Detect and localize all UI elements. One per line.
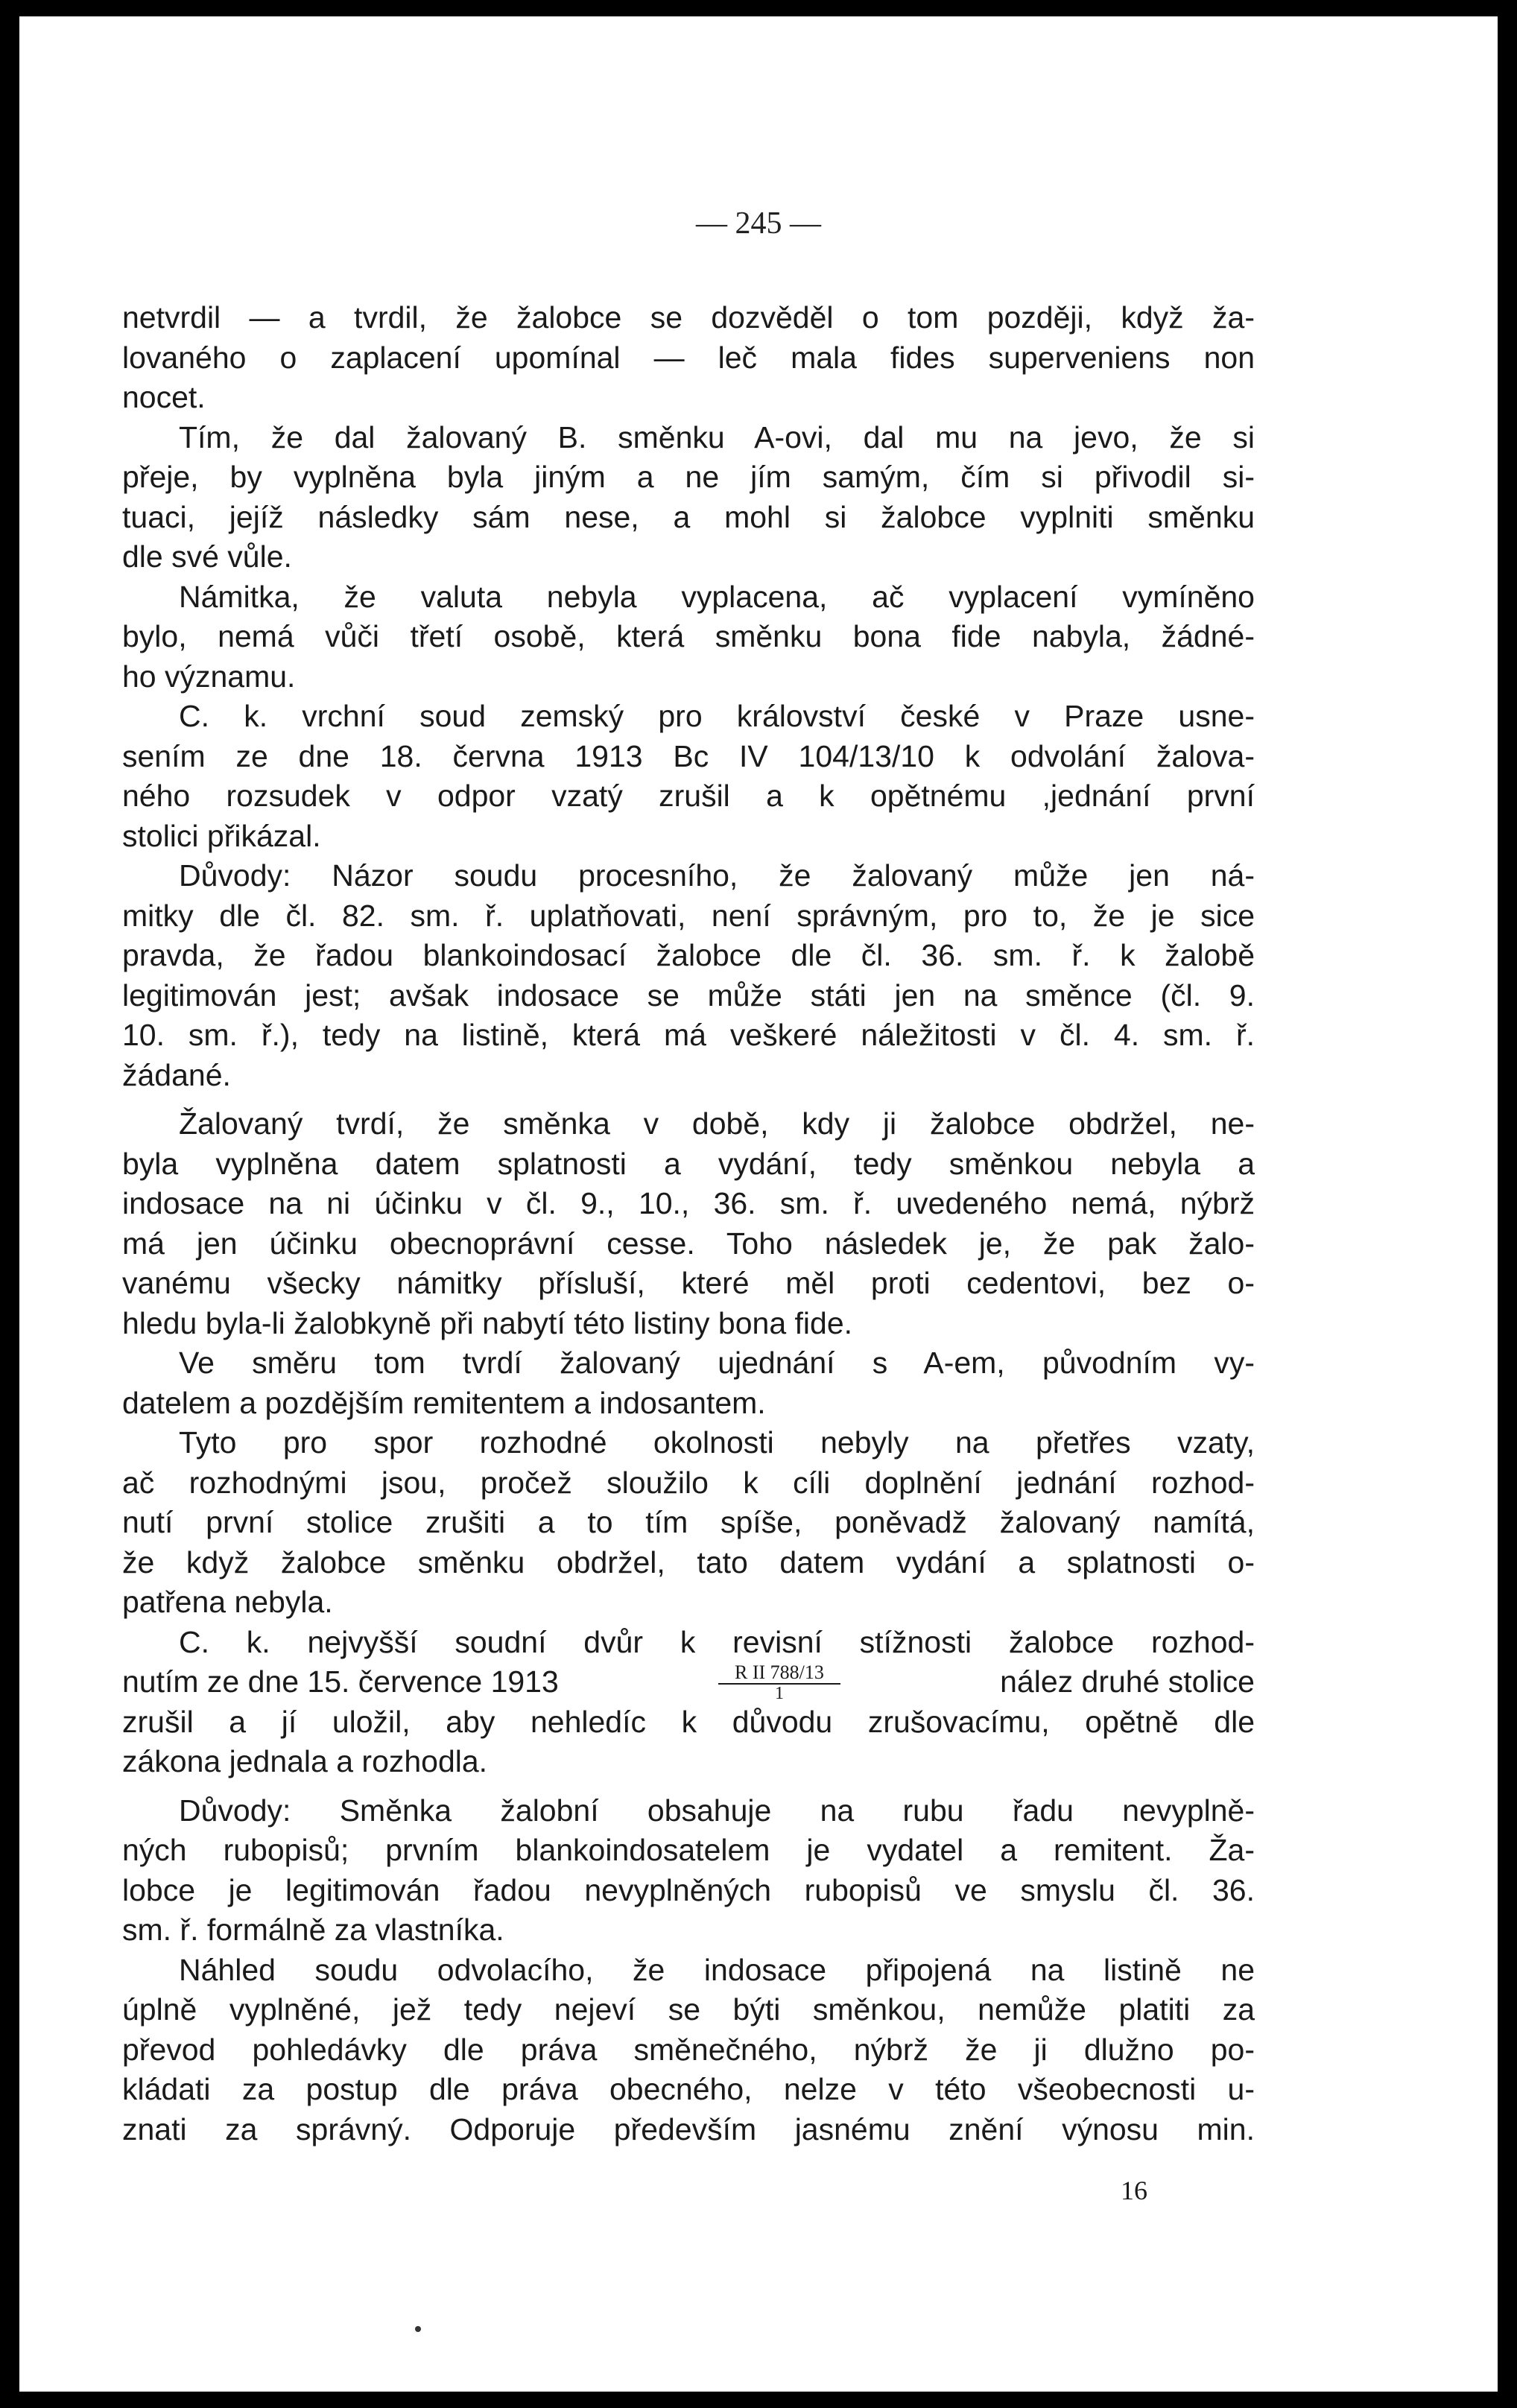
page-number: — 245 — <box>696 206 821 241</box>
text-line: datelem a pozdějším remitentem a indosantem. <box>122 1385 766 1420</box>
fraction-numerator: R II 788/13 <box>718 1662 840 1685</box>
text-line: úplně vyplněné, jež tedy nejeví se býti směnkou, nemůže platiti za <box>122 1992 1255 2027</box>
text-line: mitky dle čl. 82. sm. ř. uplatňovati, není správným, pro to, že je sice <box>122 898 1255 933</box>
text-line: legitimován jest; avšak indosace se může státi jen na směnce (čl. 9. <box>122 978 1255 1013</box>
text-line: byla vyplněna datem splatnosti a vydání, tedy směnkou nebyla a <box>122 1146 1255 1181</box>
text-line: nutí první stolice zrušiti a to tím spíše, poněvadž žalovaný namítá, <box>122 1505 1255 1539</box>
text-line: ho významu. <box>122 659 296 694</box>
text-line: kládati za postup dle práva obecného, nelze v této všeobecnosti u- <box>122 2072 1255 2106</box>
text-line: hledu byla-li žalobkyně při nabytí této listiny bona fide. <box>122 1305 853 1340</box>
text-line: lovaného o zaplacení upomínal — leč mala fides superveniens non <box>122 340 1255 375</box>
text-line: Tím, že dal žalovaný B. směnku A-ovi, dal mu na jevo, že si <box>179 419 1255 454</box>
text-segment: nález druhé stolice <box>1000 1664 1255 1699</box>
text-line: patřena nebyla. <box>122 1585 333 1619</box>
text-line: Důvody: Názor soudu procesního, že žalovaný může jen ná- <box>179 858 1255 893</box>
text-line: nocet. <box>122 380 206 414</box>
text-line: 10. sm. ř.), tedy na listině, která má veškeré náležitosti v čl. 4. sm. ř. <box>122 1018 1255 1052</box>
text-line: sením ze dne 18. června 1913 Bc IV 104/13/10 k odvolání žalova- <box>122 738 1255 773</box>
text-line: C. k. vrchní soud zemský pro království české v Praze usne- <box>179 699 1255 733</box>
text-line: vanému všecky námitky přísluší, které měl proti cedentovi, bez o- <box>122 1266 1255 1300</box>
text-line: má jen účinku obecnoprávní cesse. Toho následek je, že pak žalo- <box>122 1226 1255 1261</box>
text-line: ných rubopisů; prvním blankoindosatelem je vydatel a remitent. Ža- <box>122 1833 1255 1867</box>
text-line: sm. ř. formálně za vlastníka. <box>122 1913 504 1947</box>
text-line: indosace na ni účinku v čl. 9., 10., 36. sm. ř. uvedeného nemá, nýbrž <box>122 1186 1255 1220</box>
fraction-denominator: 1 <box>774 1683 784 1703</box>
text-line: C. k. nejvyšší soudní dvůr k revisní stížnosti žalobce rozhod- <box>179 1624 1255 1659</box>
text-line: převod pohledávky dle práva směnečného, nýbrž že ji dlužno po- <box>122 2032 1255 2067</box>
document-page <box>19 16 1498 2392</box>
text-line-with-fraction <box>122 1662 1255 1702</box>
case-number-fraction <box>718 1662 840 1702</box>
text-line: žádané. <box>122 1057 231 1092</box>
text-segment: nutím ze dne 15. července 1913 <box>122 1664 559 1699</box>
text-line: ného rozsudek v odpor vzatý zrušil a k opětnému ,jednání první <box>122 779 1255 813</box>
text-line: lobce je legitimován řadou nevyplněných rubopisů ve smyslu čl. 36. <box>122 1872 1255 1907</box>
text-line: Žalovaný tvrdí, že směnka v době, kdy ji žalobce obdržel, ne- <box>179 1106 1255 1141</box>
speck-mark <box>415 2326 421 2332</box>
body-text <box>122 298 1255 2149</box>
text-line: Tyto pro spor rozhodné okolnosti nebyly na přetřes vzaty, <box>179 1425 1255 1460</box>
text-line: dle své vůle. <box>122 539 292 574</box>
text-line: přeje, by vyplněna byla jiným a ne jím samým, čím si přivodil si- <box>122 460 1255 494</box>
text-line: zákona jednala a rozhodla. <box>122 1744 488 1778</box>
printer-signature: 16 <box>1121 2176 1147 2205</box>
text-line: Důvody: Směnka žalobní obsahuje na rubu řadu nevyplně- <box>179 1793 1255 1828</box>
text-line: stolici přikázal. <box>122 818 321 853</box>
text-line: znati za správný. Odporuje především jasnému znění výnosu min. <box>122 2111 1255 2146</box>
text-line: pravda, že řadou blankoindosací žalobce dle čl. 36. sm. ř. k žalobě <box>122 938 1255 972</box>
text-line: Náhled soudu odvolacího, že indosace připojená na listině ne <box>179 1952 1255 1987</box>
text-line: tuaci, jejíž následky sám nese, a mohl si žalobce vyplniti směnku <box>122 499 1255 534</box>
text-line: že když žalobce směnku obdržel, tato datem vydání a splatnosti o- <box>122 1544 1255 1580</box>
text-line: netvrdil — a tvrdil, že žalobce se dozvěděl o tom později, když ža- <box>122 300 1255 335</box>
text-line: zrušil a jí uložil, aby nehledíc k důvodu zrušovacímu, opětně dle <box>122 1704 1255 1739</box>
text-line: Ve směru tom tvrdí žalovaný ujednání s A-em, původním vy- <box>179 1346 1255 1380</box>
text-line: Námitka, že valuta nebyla vyplacena, ač vyplacení vymíněno <box>179 579 1255 614</box>
text-line: ač rozhodnými jsou, pročež sloužilo k cíli doplnění jednání rozhod- <box>122 1465 1255 1500</box>
text-line: bylo, nemá vůči třetí osobě, která směnku bona fide nabyla, žádné- <box>122 619 1255 653</box>
